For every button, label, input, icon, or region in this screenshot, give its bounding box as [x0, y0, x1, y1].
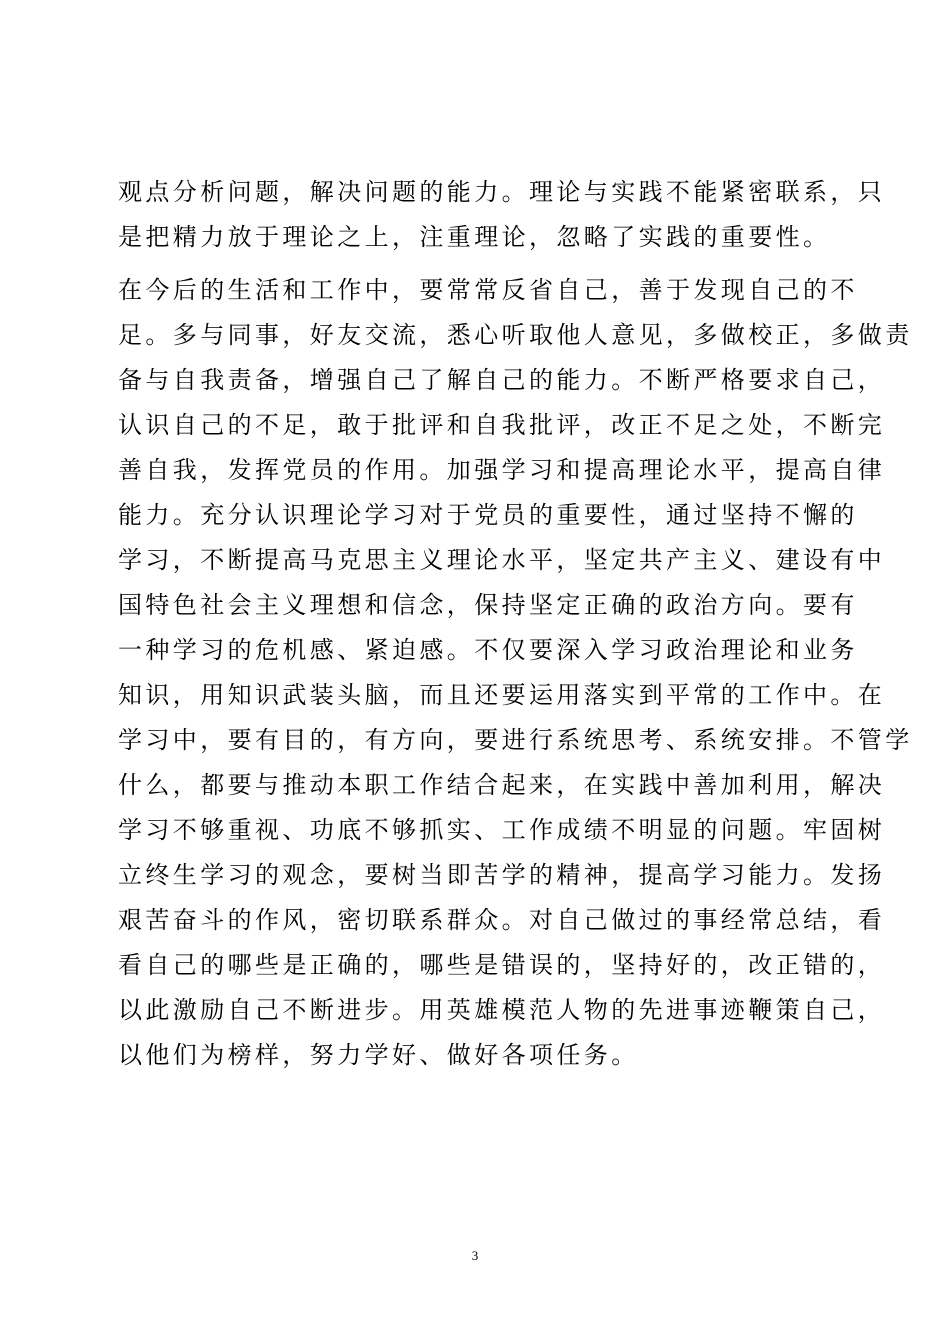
- page-number: 3: [471, 1248, 479, 1263]
- text-line: 是把精力放于理论之上，注重理论，忽略了实践的重要性。: [118, 223, 831, 251]
- text-line: 以他们为榜样，努力学好、做好各项任务。: [118, 1041, 639, 1069]
- text-line: 在今后的生活和工作中，要常常反省自己，善于发现自己的不: [118, 276, 858, 304]
- text-line: 认识自己的不足，敢于批评和自我批评，改正不足之处，不断完: [118, 411, 886, 439]
- text-line: 学习，不断提高马克思主义理论水平，坚定共产主义、建设有中: [118, 546, 886, 574]
- text-line: 立终生学习的观念，要树当即苦学的精神，提高学习能力。发扬: [118, 861, 886, 889]
- text-line: 一种学习的危机感、紧迫感。不仅要深入学习政治理论和业务: [118, 636, 858, 664]
- paragraph-2: [118, 268, 913, 1078]
- text-line: 足。多与同事，好友交流，悉心听取他人意见，多做校正，多做责: [118, 321, 913, 349]
- text-line: 国特色社会主义理想和信念，保持坚定正确的政治方向。要有: [118, 591, 858, 619]
- paragraph-gap: [118, 260, 848, 268]
- text-line: 知识，用知识武装头脑，而且还要运用落实到平常的工作中。在: [118, 681, 886, 709]
- body-text: [118, 170, 913, 1078]
- text-line: 能力。充分认识理论学习对于党员的重要性，通过坚持不懈的: [118, 501, 858, 529]
- text-line: 善自我，发挥党员的作用。加强学习和提高理论水平，提高自律: [118, 456, 886, 484]
- paragraph-1: [118, 170, 886, 260]
- text-line: 观点分析问题，解决问题的能力。理论与实践不能紧密联系，只: [118, 178, 886, 206]
- text-line: 以此激励自己不断进步。用英雄模范人物的先进事迹鞭策自己，: [118, 996, 886, 1024]
- text-line: 备与自我责备，增强自己了解自己的能力。不断严格要求自己，: [118, 366, 886, 394]
- text-line: 学习中，要有目的，有方向，要进行系统思考、系统安排。不管学: [118, 726, 913, 754]
- text-line: 看自己的哪些是正确的，哪些是错误的，坚持好的，改正错的，: [118, 951, 886, 979]
- text-line: 什么，都要与推动本职工作结合起来，在实践中善加利用，解决: [118, 771, 886, 799]
- text-line: 艰苦奋斗的作风，密切联系群众。对自己做过的事经常总结，看: [118, 906, 886, 934]
- text-line: 学习不够重视、功底不够抓实、工作成绩不明显的问题。牢固树: [118, 816, 886, 844]
